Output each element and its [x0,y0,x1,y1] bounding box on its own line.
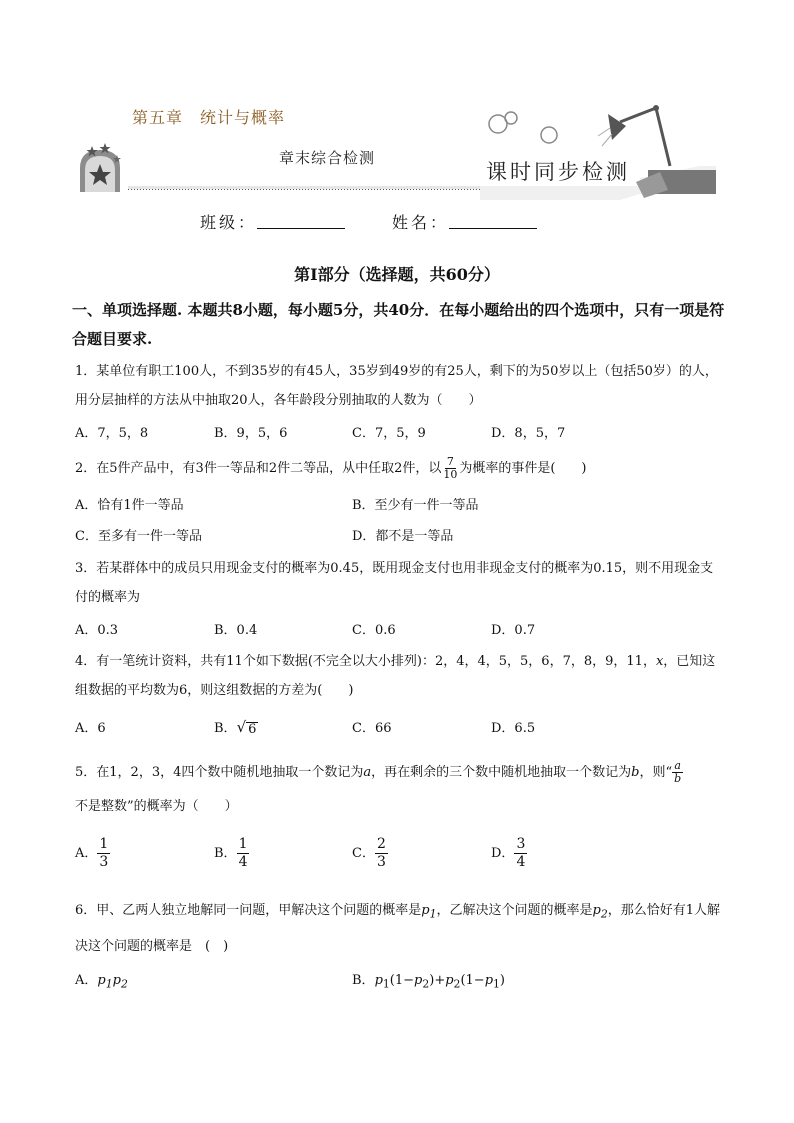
q6-option-a[interactable] [75,971,128,995]
q2-fraction [441,456,459,481]
chapter-title: 第五章 统计与概率 [132,108,286,127]
expr-part: (1− [460,973,485,988]
p-symbol: p [97,973,106,988]
frac-num: 1 [99,836,109,852]
frac-den: 4 [516,854,526,870]
bubble-icon [541,127,557,143]
p-symbol: p [112,973,121,988]
q6-option-a-expr [97,973,128,991]
q5-var-a: a [363,765,372,780]
p-sub: 2 [422,977,430,991]
q6-option-b-expr [374,973,505,991]
frac-num: 3 [516,836,526,852]
name-label: 姓名： [392,213,450,232]
q4-option-b-letter: B． [214,721,237,736]
q6-option-a-letter: A． [75,973,98,988]
bubble-icon [505,112,517,124]
q5-option-d-letter: D． [491,846,515,861]
p-symbol: p [374,973,383,988]
q5-option-b-fraction [237,836,250,871]
p-sub: 2 [120,977,128,991]
frac-den: 3 [99,854,109,870]
p-sub: 1 [382,977,390,991]
q4-sqrt-arg: 6 [248,722,257,737]
q5-fraction [672,760,683,785]
q5-option-c-fraction [375,836,388,871]
q5-frac-den: b [674,772,682,785]
frac-den: 3 [376,854,386,870]
p-symbol: p [421,903,430,918]
q5-frac-num: a [674,759,681,772]
expr-part: ) [499,973,505,988]
question-5 [75,756,725,824]
q4-var-x: x [655,654,664,669]
q6-p1 [421,903,437,921]
q1-option-a[interactable]: A．7，5，8 [75,426,149,441]
question-3: 3．若某群体中的成员只用现金支付的概率为0.45，既用现金支付也用非现金支付的概率为0.15，则不用现金支付的概率为 [75,561,714,605]
q5-text-a: 5．在1，2，3，4四个数中随机地抽取一个数记为 [75,765,364,780]
q6-text-c: ，那么恰好有1人解决这个问题的概率是 ( ) [75,903,721,954]
q1-option-d[interactable]: D．8，5，7 [491,426,566,441]
class-field[interactable] [257,210,345,229]
q4-text-a: 4．有一笔统计资料，共有11个如下数据(不完全以大小排列)：2，4，4，5，5，6，7，8，9，11， [75,654,656,669]
frac-num: 1 [238,836,248,852]
p-symbol: p [414,973,423,988]
p-sub: 1 [493,977,500,991]
q6-text-b: ，乙解决这个问题的概率是 [436,903,593,918]
q2-text-pre: 2．在5件产品中，有3件一等品和2件二等品，从中任取2件，以 [75,461,442,476]
q2-option-d[interactable]: D．都不是一等品 [352,529,454,544]
q5-option-b[interactable] [214,836,249,871]
q5-var-b: b [631,765,640,780]
sqrt-symbol: √ 6 [236,718,257,737]
q5-option-c[interactable] [352,836,388,871]
q5-text-b: ，再在剩余的三个数中随机地抽取一个数记为 [371,765,632,780]
q2-option-c[interactable]: C．至多有一件一等品 [75,529,202,544]
q6-text-a: 6．甲、乙两人独立地解同一问题，甲解决这个问题的概率是 [75,903,422,918]
q4-option-b[interactable] [214,717,258,739]
q4-option-c[interactable]: C．66 [352,721,392,736]
q5-option-a-fraction [97,836,110,871]
frac-den: 4 [238,854,248,870]
q5-option-a[interactable] [75,836,110,871]
class-label: 班级： [200,213,258,232]
q5-option-d[interactable] [491,836,527,871]
q5-text-c: ，则“ [639,765,673,780]
q6-option-b-letter: B． [352,973,375,988]
q3-option-c[interactable]: C．0.6 [352,623,396,638]
expr-part: (1− [389,973,415,988]
q6-p2 [592,903,608,921]
q4-option-a[interactable]: A．6 [75,721,106,736]
p-symbol: p [484,973,494,988]
part-title: 第Ⅰ部分（选择题，共60分） [294,265,500,284]
frac-num: 2 [376,836,386,852]
p-symbol: p [592,903,601,918]
question-6 [75,895,725,963]
q5-option-c-letter: C． [352,846,375,861]
badge-icon [80,143,121,192]
p-sub: 2 [453,977,461,991]
q5-option-b-letter: B． [214,846,237,861]
brand-title: 课时同步检测 [486,160,630,184]
section-heading: 一、单项选择题. 本题共8小题，每小题5分，共40分．在每小题给出的四个选项中，只有一项是符合题目要求. [72,301,725,348]
q2-frac-num: 7 [446,455,454,468]
q2-frac-den: 10 [443,468,458,481]
test-subtitle: 章末综合检测 [279,149,376,167]
expr-part: )+ [429,973,446,988]
question-2 [75,452,725,486]
q4-option-d[interactable]: D．6.5 [491,721,536,736]
p-symbol: p [445,973,454,988]
q2-text-post: 为概率的事件是( ) [459,461,587,476]
q3-option-d[interactable]: D．0.7 [491,623,536,638]
q1-option-c[interactable]: C．7，5，9 [352,426,426,441]
q1-option-b[interactable]: B．9，5，6 [214,426,288,441]
question-1: 1．某单位有职工100人，不到35岁的有45人，35岁到49岁的有25人，剩下的为50岁以上（包括50岁）的人，用分层抽样的方法从中抽取20人，各年龄段分别抽取的人数为（ ） [75,364,718,408]
q3-option-a[interactable]: A．0.3 [75,623,119,638]
q2-option-a[interactable]: A．恰有1件一等品 [75,498,184,513]
q5-text-d: 不是整数”的概率为（ ） [75,799,238,814]
q5-option-a-letter: A． [75,846,98,861]
header-banner [0,0,794,200]
p-sub: 1 [429,907,437,921]
question-4 [75,647,725,705]
q5-option-d-fraction [514,836,527,871]
q6-option-b[interactable] [352,971,505,995]
name-field[interactable] [449,210,537,229]
q4-text-b: ，已知这组数据的平均数为6，则这组数据的方差为( ) [75,654,716,698]
p-sub: 2 [600,907,608,921]
p-sub: 1 [105,977,113,991]
q3-option-b[interactable]: B．0.4 [214,623,258,638]
q2-option-b[interactable]: B．至少有一件一等品 [352,498,479,513]
